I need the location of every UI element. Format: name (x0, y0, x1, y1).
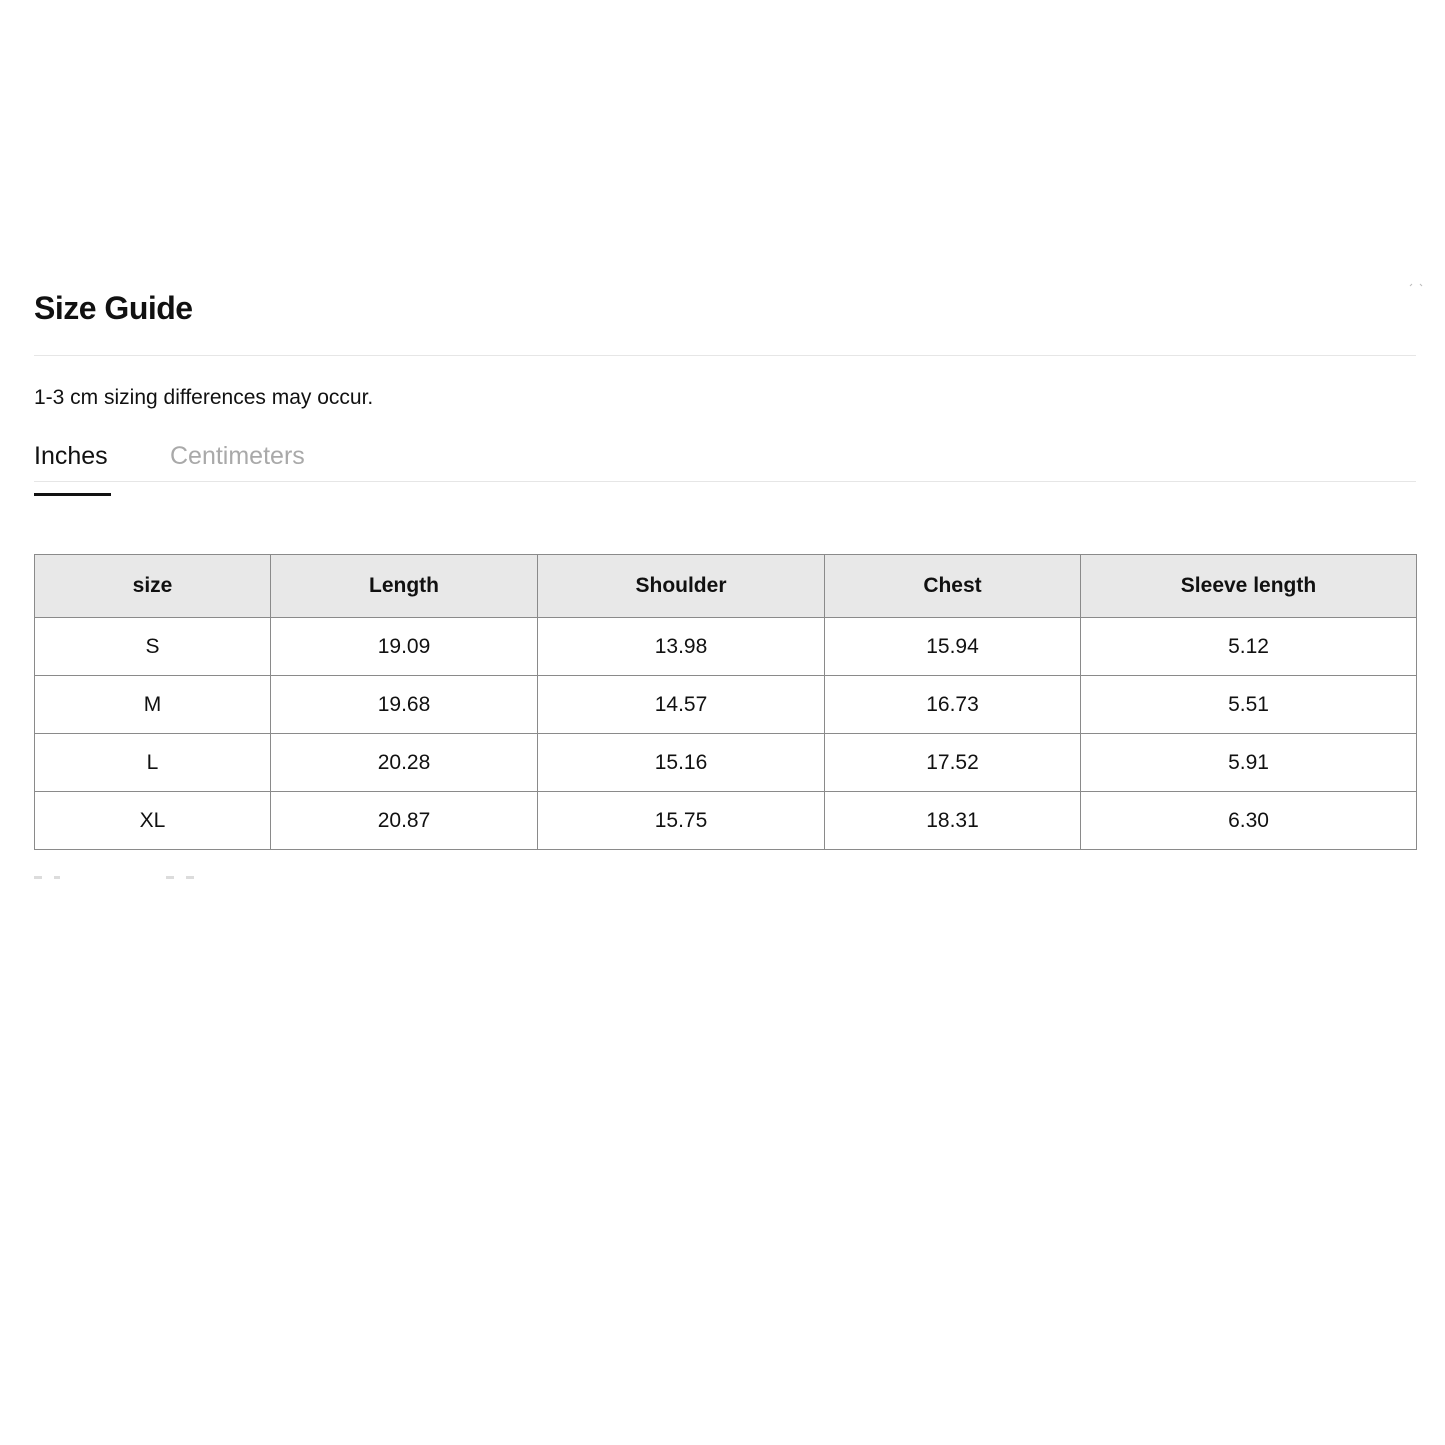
cell-length: 20.28 (271, 734, 538, 792)
column-header-sleeve-length: Sleeve length (1081, 555, 1417, 618)
faded-mark (54, 876, 60, 879)
cell-shoulder: 15.75 (538, 792, 825, 850)
column-header-chest: Chest (825, 555, 1081, 618)
tab-centimeters[interactable]: Centimeters (170, 442, 305, 470)
column-header-shoulder: Shoulder (538, 555, 825, 618)
table-row (35, 734, 1417, 792)
column-header-size: size (35, 555, 271, 618)
size-guide-modal (34, 280, 1416, 882)
tab-inches[interactable]: Inches (34, 442, 111, 496)
cell-chest: 18.31 (825, 792, 1081, 850)
faded-content-edge (34, 876, 1416, 882)
cell-sleeve-length: 5.91 (1081, 734, 1417, 792)
cell-shoulder: 15.16 (538, 734, 825, 792)
table-row (35, 618, 1417, 676)
cell-sleeve-length: 5.51 (1081, 676, 1417, 734)
cell-length: 19.68 (271, 676, 538, 734)
close-icon[interactable] (1408, 282, 1424, 292)
sizing-note: 1-3 cm sizing differences may occur. (34, 386, 374, 409)
cell-shoulder: 14.57 (538, 676, 825, 734)
cell-chest: 15.94 (825, 618, 1081, 676)
table-header-row (35, 555, 1417, 618)
cell-length: 19.09 (271, 618, 538, 676)
modal-header (34, 280, 1416, 356)
size-table (34, 554, 1417, 850)
column-header-length: Length (271, 555, 538, 618)
cell-sleeve-length: 6.30 (1081, 792, 1417, 850)
modal-title: Size Guide (34, 290, 193, 326)
cell-chest: 17.52 (825, 734, 1081, 792)
cell-length: 20.87 (271, 792, 538, 850)
faded-mark (166, 876, 174, 879)
cell-shoulder: 13.98 (538, 618, 825, 676)
cell-sleeve-length: 5.12 (1081, 618, 1417, 676)
table-row (35, 792, 1417, 850)
cell-size: S (35, 618, 271, 676)
unit-tabs (34, 436, 1416, 482)
cell-chest: 16.73 (825, 676, 1081, 734)
cell-size: L (35, 734, 271, 792)
cell-size: M (35, 676, 271, 734)
faded-mark (186, 876, 194, 879)
table-row (35, 676, 1417, 734)
faded-mark (34, 876, 42, 879)
cell-size: XL (35, 792, 271, 850)
